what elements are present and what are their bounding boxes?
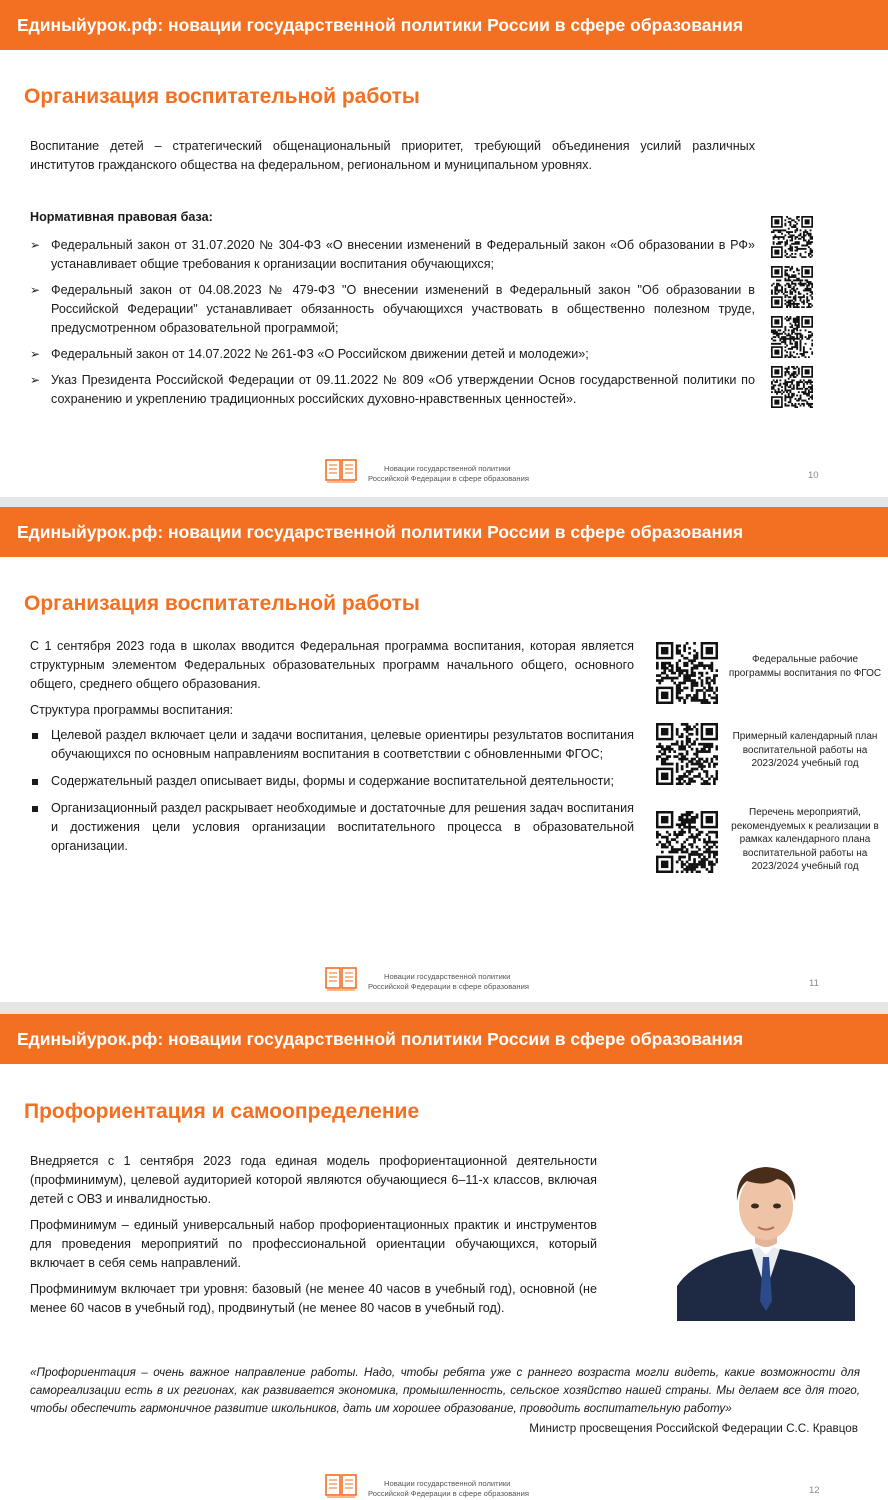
intro-text: С 1 сентября 2023 года в школах вводится Федеральная программа воспитания, которая является структурным элементом Федеральных образовательных программ начального общего, основного общего, среднего общего образования. xyxy=(30,639,634,691)
list-item: ➢ Федеральный закон от 14.07.2022 № 261-ФЗ «О Российском движении детей и молодежи»; xyxy=(30,345,755,364)
qr-caption: Примерный календарный план воспитательной работы на 2023/2024 учебный год xyxy=(732,731,878,769)
body-text xyxy=(30,1152,597,1318)
arrow-bullet-icon: ➢ xyxy=(30,373,41,387)
qr-code[interactable] xyxy=(771,216,813,258)
footer-text: Новации государственной политики Российской Федерации в сфере образования xyxy=(368,972,529,991)
footer-text: Новации государственной политики Российской Федерации в сфере образования xyxy=(368,1479,529,1498)
qr-code[interactable] xyxy=(771,316,813,358)
qr-caption: Перечень мероприятий, рекомендуемых к реализации в рамках календарного плана воспитательной работы на 2023/2024 учебный год xyxy=(731,807,879,872)
book-logo-icon xyxy=(325,459,357,483)
qr-caption: Федеральные рабочие программы воспитания по ФГОС xyxy=(728,654,882,679)
slide-heading: Профориентация и самоопределение xyxy=(24,1100,420,1123)
list-item: ➢ Указ Президента Российской Федерации от 09.11.2022 № 809 «Об утверждении Основ государственной политики по сохранению и укреплению традиционных российских духовно-нравственных ценностей». xyxy=(30,373,755,406)
structure-label: Структура программы воспитания: xyxy=(30,703,234,717)
intro-text: Воспитание детей – стратегический общенациональный приоритет, требующий объединения усилий различных институтов гражданского общества на федеральном, региональном и муниципальном уровнях. xyxy=(30,139,755,172)
slide-banner: Единыйурок.рф: новации государственной политики России в сфере образования xyxy=(0,1014,888,1064)
qr-code[interactable] xyxy=(656,642,718,704)
qr-code[interactable] xyxy=(771,266,813,308)
list-item: Целевой раздел включает цели и задачи воспитания, целевые ориентиры результатов воспитания обучающихся по основным направлениям воспитания в соответствии с обновленными ФГОС; xyxy=(30,726,634,764)
page-number: 12 xyxy=(809,1485,820,1496)
paragraph: Внедряется с 1 сентября 2023 года единая модель профориентационной деятельности (профминимум), целевой аудиторией которой являются обучающиеся 6–11-х классов, включая детей с ОВЗ и инвалидностью. xyxy=(30,1154,597,1206)
page-number: 10 xyxy=(808,470,819,481)
quote-text: «Профориентация – очень важное направление работы. Надо, чтобы ребята уже с раннего возраста могли видеть, какие возможности для самореализации есть в их регионах, как развивается экономика, промышленность, сельское хозяйство нашей страны. Мы делаем все для того, чтобы обеспечить гармоничное развитие школьников, дать им хорошее образование, проводить воспитательную работу» xyxy=(30,1366,860,1415)
paragraph: Профминимум – единый универсальный набор профориентационных практик и инструментов для проведения мероприятий по профессиональной ориентации обучающихся, который включает в себя семь направлений. xyxy=(30,1218,597,1270)
slide-banner: Единыйурок.рф: новации государственной политики России в сфере образования xyxy=(0,0,888,50)
qr-code[interactable] xyxy=(656,723,718,785)
arrow-bullet-icon: ➢ xyxy=(30,283,41,297)
program-structure-list xyxy=(30,726,634,864)
minister-portrait xyxy=(677,1151,855,1321)
quote-author: Министр просвещения Российской Федерации С.С. Кравцов xyxy=(529,1422,858,1435)
list-item: Организационный раздел раскрывает необходимые и достаточные для решения задач воспитания и достижения цели условия организации воспитательного процесса в образовательной организации. xyxy=(30,799,634,856)
slide-10 xyxy=(0,0,888,497)
arrow-bullet-icon: ➢ xyxy=(30,238,41,252)
square-bullet-icon xyxy=(32,733,38,739)
page-number: 11 xyxy=(809,978,819,989)
square-bullet-icon xyxy=(32,779,38,785)
square-bullet-icon xyxy=(32,806,38,812)
list-item: ➢ Федеральный закон от 31.07.2020 № 304-ФЗ «О внесении изменений в Федеральный закон «Об образовании в РФ» устанавливает общие требования к организации воспитания обучающихся; xyxy=(30,238,755,271)
laws-list xyxy=(30,236,755,416)
legal-base-heading: Нормативная правовая база: xyxy=(30,210,213,224)
slide-heading: Организация воспитательной работы xyxy=(24,592,420,615)
footer-text: Новации государственной политики Российской Федерации в сфере образования xyxy=(368,464,529,483)
slide-banner: Единыйурок.рф: новации государственной политики России в сфере образования xyxy=(0,507,888,557)
qr-code[interactable] xyxy=(771,366,813,408)
book-logo-icon xyxy=(325,1474,357,1498)
book-logo-icon xyxy=(325,967,357,991)
slide-heading: Организация воспитательной работы xyxy=(24,85,420,108)
list-item: Содержательный раздел описывает виды, формы и содержание воспитательной деятельности; xyxy=(30,772,634,791)
qr-code[interactable] xyxy=(656,811,718,873)
paragraph: Профминимум включает три уровня: базовый (не менее 40 часов в учебный год), основной (не менее 60 часов в учебный год), продвинутый (не менее 80 часов в учебный год). xyxy=(30,1282,597,1315)
list-item: ➢ Федеральный закон от 04.08.2023 № 479-ФЗ "О внесении изменений в Федеральный закон "Об образовании в Российской Федерации" устанавливает обязанность обучающихся участвовать в общественно полезном труде, предусмотренном образовательной программой; xyxy=(30,283,755,335)
arrow-bullet-icon: ➢ xyxy=(30,347,41,361)
